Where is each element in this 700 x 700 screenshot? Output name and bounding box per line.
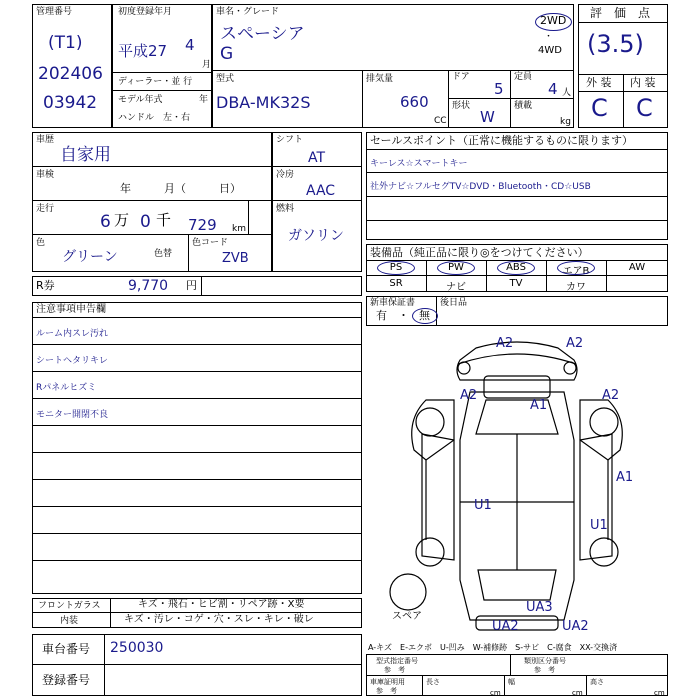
- damage-label: U1: [474, 498, 492, 513]
- history-label: 車歴: [36, 135, 55, 145]
- glass-label: フロントガラス: [38, 601, 101, 611]
- eval-label: 評 価 点: [590, 6, 651, 20]
- height-label: 高さ: [590, 678, 604, 686]
- shift-value: AT: [308, 150, 326, 166]
- dealer-label: ディーラー・並 行: [118, 77, 193, 87]
- ac-value: AAC: [306, 183, 336, 199]
- cert-ref: 参 考: [376, 687, 397, 695]
- cert-label: 車庫証明用: [370, 678, 405, 686]
- mileage-sen: 0: [140, 212, 151, 232]
- ext-label: 外 装: [586, 76, 612, 89]
- length-label: 長さ: [426, 678, 440, 686]
- damage-legend: A-キズ E-エクボ U-凹み W-補修跡 S-サビ C-腐食 XX-交換済: [368, 643, 618, 652]
- sales-line: [366, 197, 668, 221]
- mgmt-code-3: 03942: [43, 93, 98, 113]
- mileage-man: 6: [100, 212, 111, 232]
- interior-label: 内装: [60, 616, 79, 626]
- mileage-label: 走行: [36, 204, 55, 214]
- damage-label: UA3: [526, 600, 553, 615]
- drive-4wd: 4WD: [538, 45, 562, 56]
- notes-line: [32, 453, 362, 480]
- color-change-label: 色替: [154, 249, 173, 259]
- capacity: 4: [548, 80, 558, 98]
- notes-line: [32, 480, 362, 507]
- notes-line: [32, 507, 362, 534]
- warranty-circle: [412, 308, 438, 324]
- color-code-label: 色コード: [192, 238, 229, 248]
- warranty-circled: 無: [419, 309, 430, 322]
- spare-tire-icon: [390, 574, 426, 610]
- reg-month-unit: 月: [202, 60, 212, 70]
- person-unit: 人: [562, 88, 572, 98]
- width-unit: cm: [572, 689, 583, 697]
- disp-label: 排気量: [366, 74, 394, 84]
- fuel-value: ガソリン: [288, 228, 344, 244]
- notes-line: [32, 534, 362, 561]
- shape: W: [480, 108, 495, 126]
- equip-leather: カワ: [566, 282, 586, 293]
- later-label: 後日品: [440, 298, 468, 308]
- shaken-line: 年 月（ 日）: [120, 182, 241, 195]
- equip-abs-circle: [497, 261, 535, 275]
- width-label: 幅: [508, 678, 515, 686]
- ext-grade: C: [591, 94, 608, 122]
- damage-label: A2: [566, 336, 584, 351]
- wheel-rear-left-icon: [416, 538, 444, 566]
- ticket-unit: 円: [186, 279, 197, 292]
- mgmt-code-2: 202406: [38, 64, 103, 84]
- notes-line: モニター開閉不良: [32, 399, 362, 426]
- wheel-front-right-icon: [590, 408, 618, 436]
- int-grade: C: [636, 94, 653, 122]
- notes-label: 注意事項申告欄: [36, 304, 106, 315]
- int-label: 内 装: [630, 76, 656, 89]
- sen-unit: 千: [156, 211, 172, 229]
- hood-outline: [484, 376, 550, 398]
- equip-tv: TV: [509, 278, 523, 289]
- car-name: スペーシア: [220, 24, 305, 44]
- mirror-right-icon: [564, 362, 576, 374]
- car-diagram: [366, 330, 668, 640]
- man-unit: 万: [114, 211, 130, 229]
- shift-label: シフト: [276, 135, 304, 145]
- chassis-label: 車台番号: [42, 642, 91, 656]
- shape-label: 形状: [452, 101, 471, 111]
- damage-label: U1: [590, 518, 608, 533]
- car-grade: G: [220, 44, 234, 64]
- rear-window: [478, 570, 556, 600]
- drive-2wd: 2WD: [540, 14, 567, 27]
- chassis-value: 250030: [110, 640, 164, 656]
- shaken-label: 車検: [36, 170, 55, 180]
- spare-label: スペア: [392, 611, 422, 622]
- reg-box: [112, 4, 212, 128]
- damage-label: A1: [616, 470, 634, 485]
- equip-abs: ABS: [506, 262, 526, 273]
- damage-label: UA2: [562, 619, 589, 634]
- load-label: 積載: [514, 101, 533, 111]
- mileage-rest: 729: [188, 216, 217, 234]
- glass-value: キズ・飛石・ヒビ割・リペア跡・X要: [138, 599, 305, 610]
- registration-label: 登録番号: [42, 673, 91, 687]
- year-unit: 年: [199, 95, 209, 105]
- damage-label: A2: [460, 388, 478, 403]
- equip-aw: AW: [628, 262, 646, 273]
- displacement: 660: [400, 93, 429, 111]
- fuel-label: 燃料: [276, 204, 295, 214]
- handle-label: ハンドル 左・右: [118, 113, 191, 123]
- class-label: 類別区分番号: [524, 657, 566, 665]
- ticket-label: R券: [36, 279, 55, 292]
- drive-dot: ・: [544, 32, 554, 42]
- front-bumper: [458, 354, 576, 364]
- color-value: グリーン: [62, 249, 118, 265]
- warranty-value: 有 ・: [376, 309, 409, 322]
- color-label: 色: [36, 238, 46, 248]
- interior-value: キズ・汚レ・コゲ・穴・スレ・キレ・破レ: [124, 614, 314, 625]
- equip-ps: PS: [389, 262, 403, 273]
- warranty-label: 新車保証書: [370, 298, 416, 308]
- type-label: 型式指定番号: [376, 657, 418, 665]
- reg-month: 4: [185, 36, 195, 54]
- notes-lines: [32, 317, 362, 588]
- sales-line: キーレス☆スマートキー: [366, 149, 668, 173]
- height-unit: cm: [654, 689, 665, 697]
- mirror-left-icon: [458, 362, 470, 374]
- length-unit: cm: [490, 689, 501, 697]
- equip-airbag: エアB: [562, 266, 590, 277]
- door-label: ドア: [452, 72, 470, 82]
- ac-label: 冷房: [276, 170, 295, 180]
- color-code: ZVB: [222, 251, 249, 266]
- equip-ps-circle: [377, 261, 415, 275]
- notes-line: ルーム内スレ汚れ: [32, 318, 362, 345]
- history-value: 自家用: [60, 145, 111, 165]
- mgmt-label: 管理番号: [36, 7, 73, 17]
- wheel-front-left-icon: [416, 408, 444, 436]
- notes-line: シートヘタリキレ: [32, 345, 362, 372]
- sales-line: 社外ナビ☆フルセグTV☆DVD・Bluetooth・CD☆USB: [366, 173, 668, 197]
- equip-pw: PW: [448, 262, 464, 273]
- ticket-value: 9,770: [128, 278, 169, 294]
- notes-line: [32, 426, 362, 453]
- eval-score: (3.5): [587, 30, 644, 58]
- notes-line: Rパネルヒズミ: [32, 372, 362, 399]
- reg-label: 初度登録年月: [118, 7, 173, 17]
- kg-unit: kg: [560, 117, 571, 127]
- equip-navi: ナビ: [446, 282, 466, 293]
- mgmt-code-1: (T1): [48, 33, 83, 53]
- model-year-label: モデル年式: [118, 95, 163, 105]
- damage-label: A2: [496, 336, 514, 351]
- sales-label: セールスポイント（正常に機能するものに限ります）: [370, 134, 634, 147]
- car-model: DBA-MK32S: [216, 93, 311, 112]
- doors: 5: [494, 80, 504, 98]
- equip-sr: SR: [389, 278, 403, 289]
- class-ref: 参 考: [534, 666, 555, 674]
- notes-line: [32, 561, 362, 588]
- reg-era-year: 平成27: [118, 42, 168, 60]
- cap-label: 定員: [514, 72, 533, 82]
- car-label: 車名・グレード: [216, 7, 280, 17]
- model-label: 型式: [216, 74, 235, 84]
- type-ref: 参 考: [384, 666, 405, 674]
- damage-label: A1: [530, 398, 548, 413]
- equip-label: 装備品（純正品に限り◎をつけてください）: [370, 246, 589, 259]
- equip-airbag-circle: [557, 261, 595, 275]
- equip-pw-circle: [437, 261, 475, 275]
- wheel-rear-right-icon: [590, 538, 618, 566]
- damage-label: UA2: [492, 619, 519, 634]
- damage-label: A2: [602, 388, 620, 403]
- km-unit: km: [232, 224, 246, 234]
- roof-outline: [457, 342, 577, 380]
- sales-lines: [366, 149, 668, 221]
- cc-unit: CC: [434, 116, 447, 126]
